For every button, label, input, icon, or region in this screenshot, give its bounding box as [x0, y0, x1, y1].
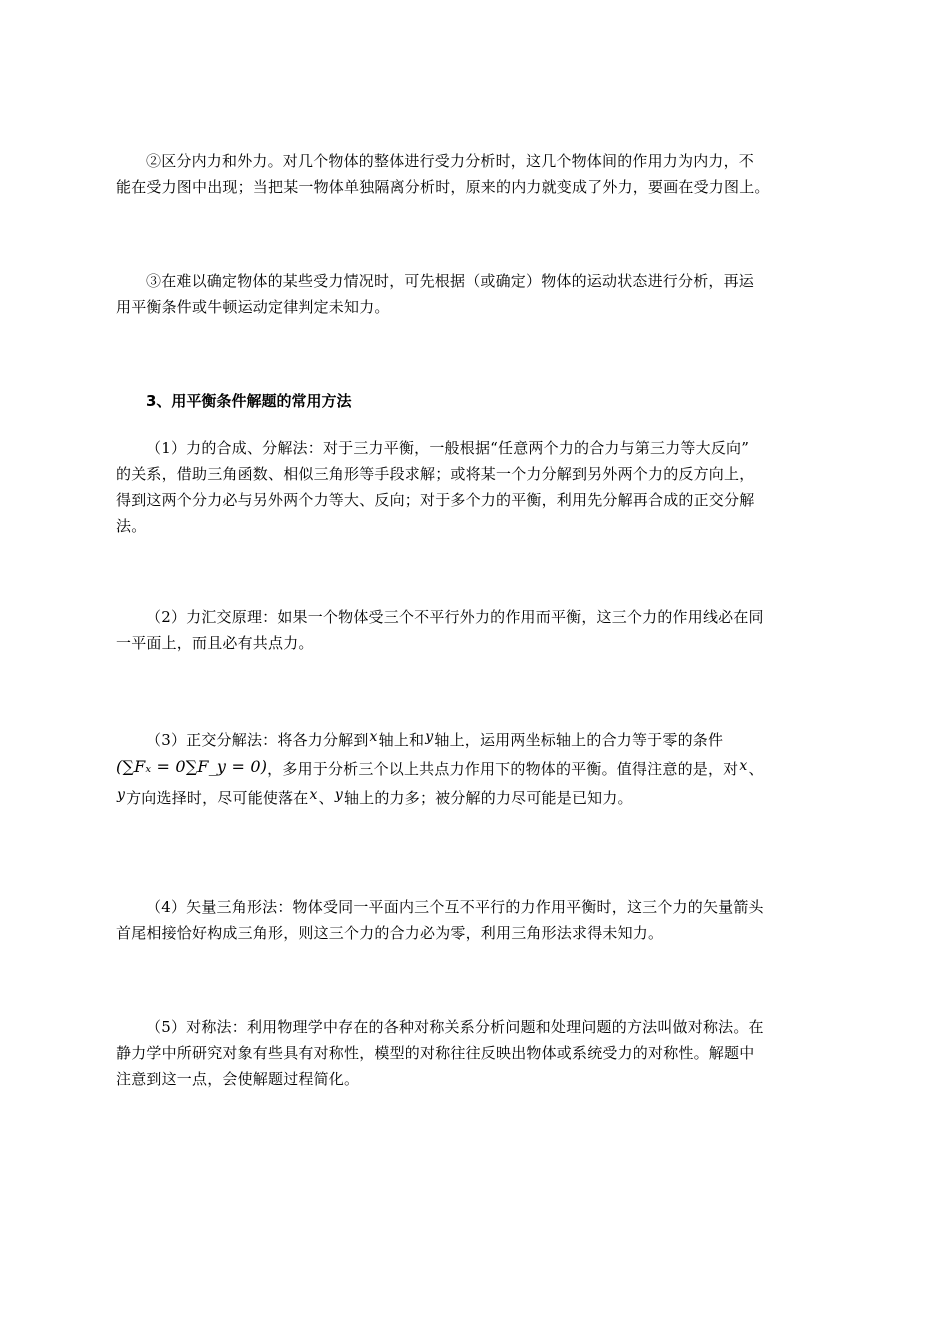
text-run: 、: [318, 789, 334, 807]
text-line: ③在难以确定物体的某些受力情况时，可先根据（或确定）物体的运动状态进行分析，再运: [146, 272, 755, 290]
text-line: 得到这两个分力必与另外两个力等大、反向；对于多个力的平衡，利用先分解再合成的正交分解: [116, 491, 755, 509]
math-x: x: [739, 758, 748, 774]
text-line: （1）力的合成、分解法：对于三力平衡，一般根据“任意两个力的合力与第三力等大反向”: [146, 439, 750, 457]
text-line: （5）对称法：利用物理学中存在的各种对称关系分析问题和处理问题的方法叫做对称法。在: [146, 1018, 764, 1036]
text-run: 方向选择时，尽可能使落在: [126, 789, 309, 807]
text-line: 注意到这一点，会使解题过程简化。: [116, 1070, 360, 1088]
paragraph-method-3: [116, 724, 832, 811]
text-line: 首尾相接恰好构成三角形，则这三个力的合力必为零，利用三角形法求得未知力。: [116, 924, 664, 942]
text-run: 轴上和: [378, 731, 425, 749]
section-heading: 3、用平衡条件解题的常用方法: [146, 392, 352, 410]
math-y: y: [334, 787, 343, 803]
math-y: y: [117, 787, 126, 803]
text-run: 、: [748, 760, 764, 778]
paragraph-internal-external-force: [116, 148, 832, 200]
text-run: 轴上的力多；被分解的力尽可能是已知力。: [343, 789, 633, 807]
math-y: y: [425, 729, 434, 745]
text-line: （4）矢量三角形法：物体受同一平面内三个互不平行的力作用平衡时，这三个力的矢量箭头: [146, 898, 764, 916]
text-line: [116, 753, 832, 782]
math-x: x: [309, 787, 318, 803]
paragraph-motion-state: [116, 268, 832, 320]
text-run: （3）正交分解法：将各力分解到: [146, 731, 369, 749]
math-x: x: [369, 729, 378, 745]
paragraph-method-4: [116, 894, 832, 946]
text-line: [116, 782, 832, 811]
text-line: 一平面上，而且必有共点力。: [116, 634, 314, 652]
paragraph-method-2: [116, 604, 832, 656]
text-line: 法。: [116, 517, 147, 535]
text-line: 能在受力图中出现；当把某一物体单独隔离分析时，原来的内力就变成了外力，要画在受力图上。: [116, 178, 770, 196]
equilibrium-formula: (∑Fₓ = 0∑F_y = 0): [116, 757, 268, 776]
text-run: ，多用于分析三个以上共点力作用下的物体的平衡。值得注意的是，对: [267, 760, 739, 778]
text-line: 用平衡条件或牛顿运动定律判定未知力。: [116, 298, 390, 316]
text-line: （2）力汇交原理：如果一个物体受三个不平行外力的作用而平衡，这三个力的作用线必在同: [146, 608, 764, 626]
text-line: 静力学中所研究对象有些具有对称性，模型的对称往往反映出物体或系统受力的对称性。解题中: [116, 1044, 755, 1062]
paragraph-method-1: [116, 435, 832, 539]
text-run: 轴上，运用两坐标轴上的合力等于零的条件: [434, 731, 724, 749]
paragraph-method-5: [116, 1014, 832, 1092]
text-line: ②区分内力和外力。对几个物体的整体进行受力分析时，这几个物体间的作用力为内力，不: [146, 152, 755, 170]
text-line: [116, 724, 832, 753]
text-line: 的关系，借助三角函数、相似三角形等手段求解；或将某一个力分解到另外两个力的反方向上，: [116, 465, 755, 483]
